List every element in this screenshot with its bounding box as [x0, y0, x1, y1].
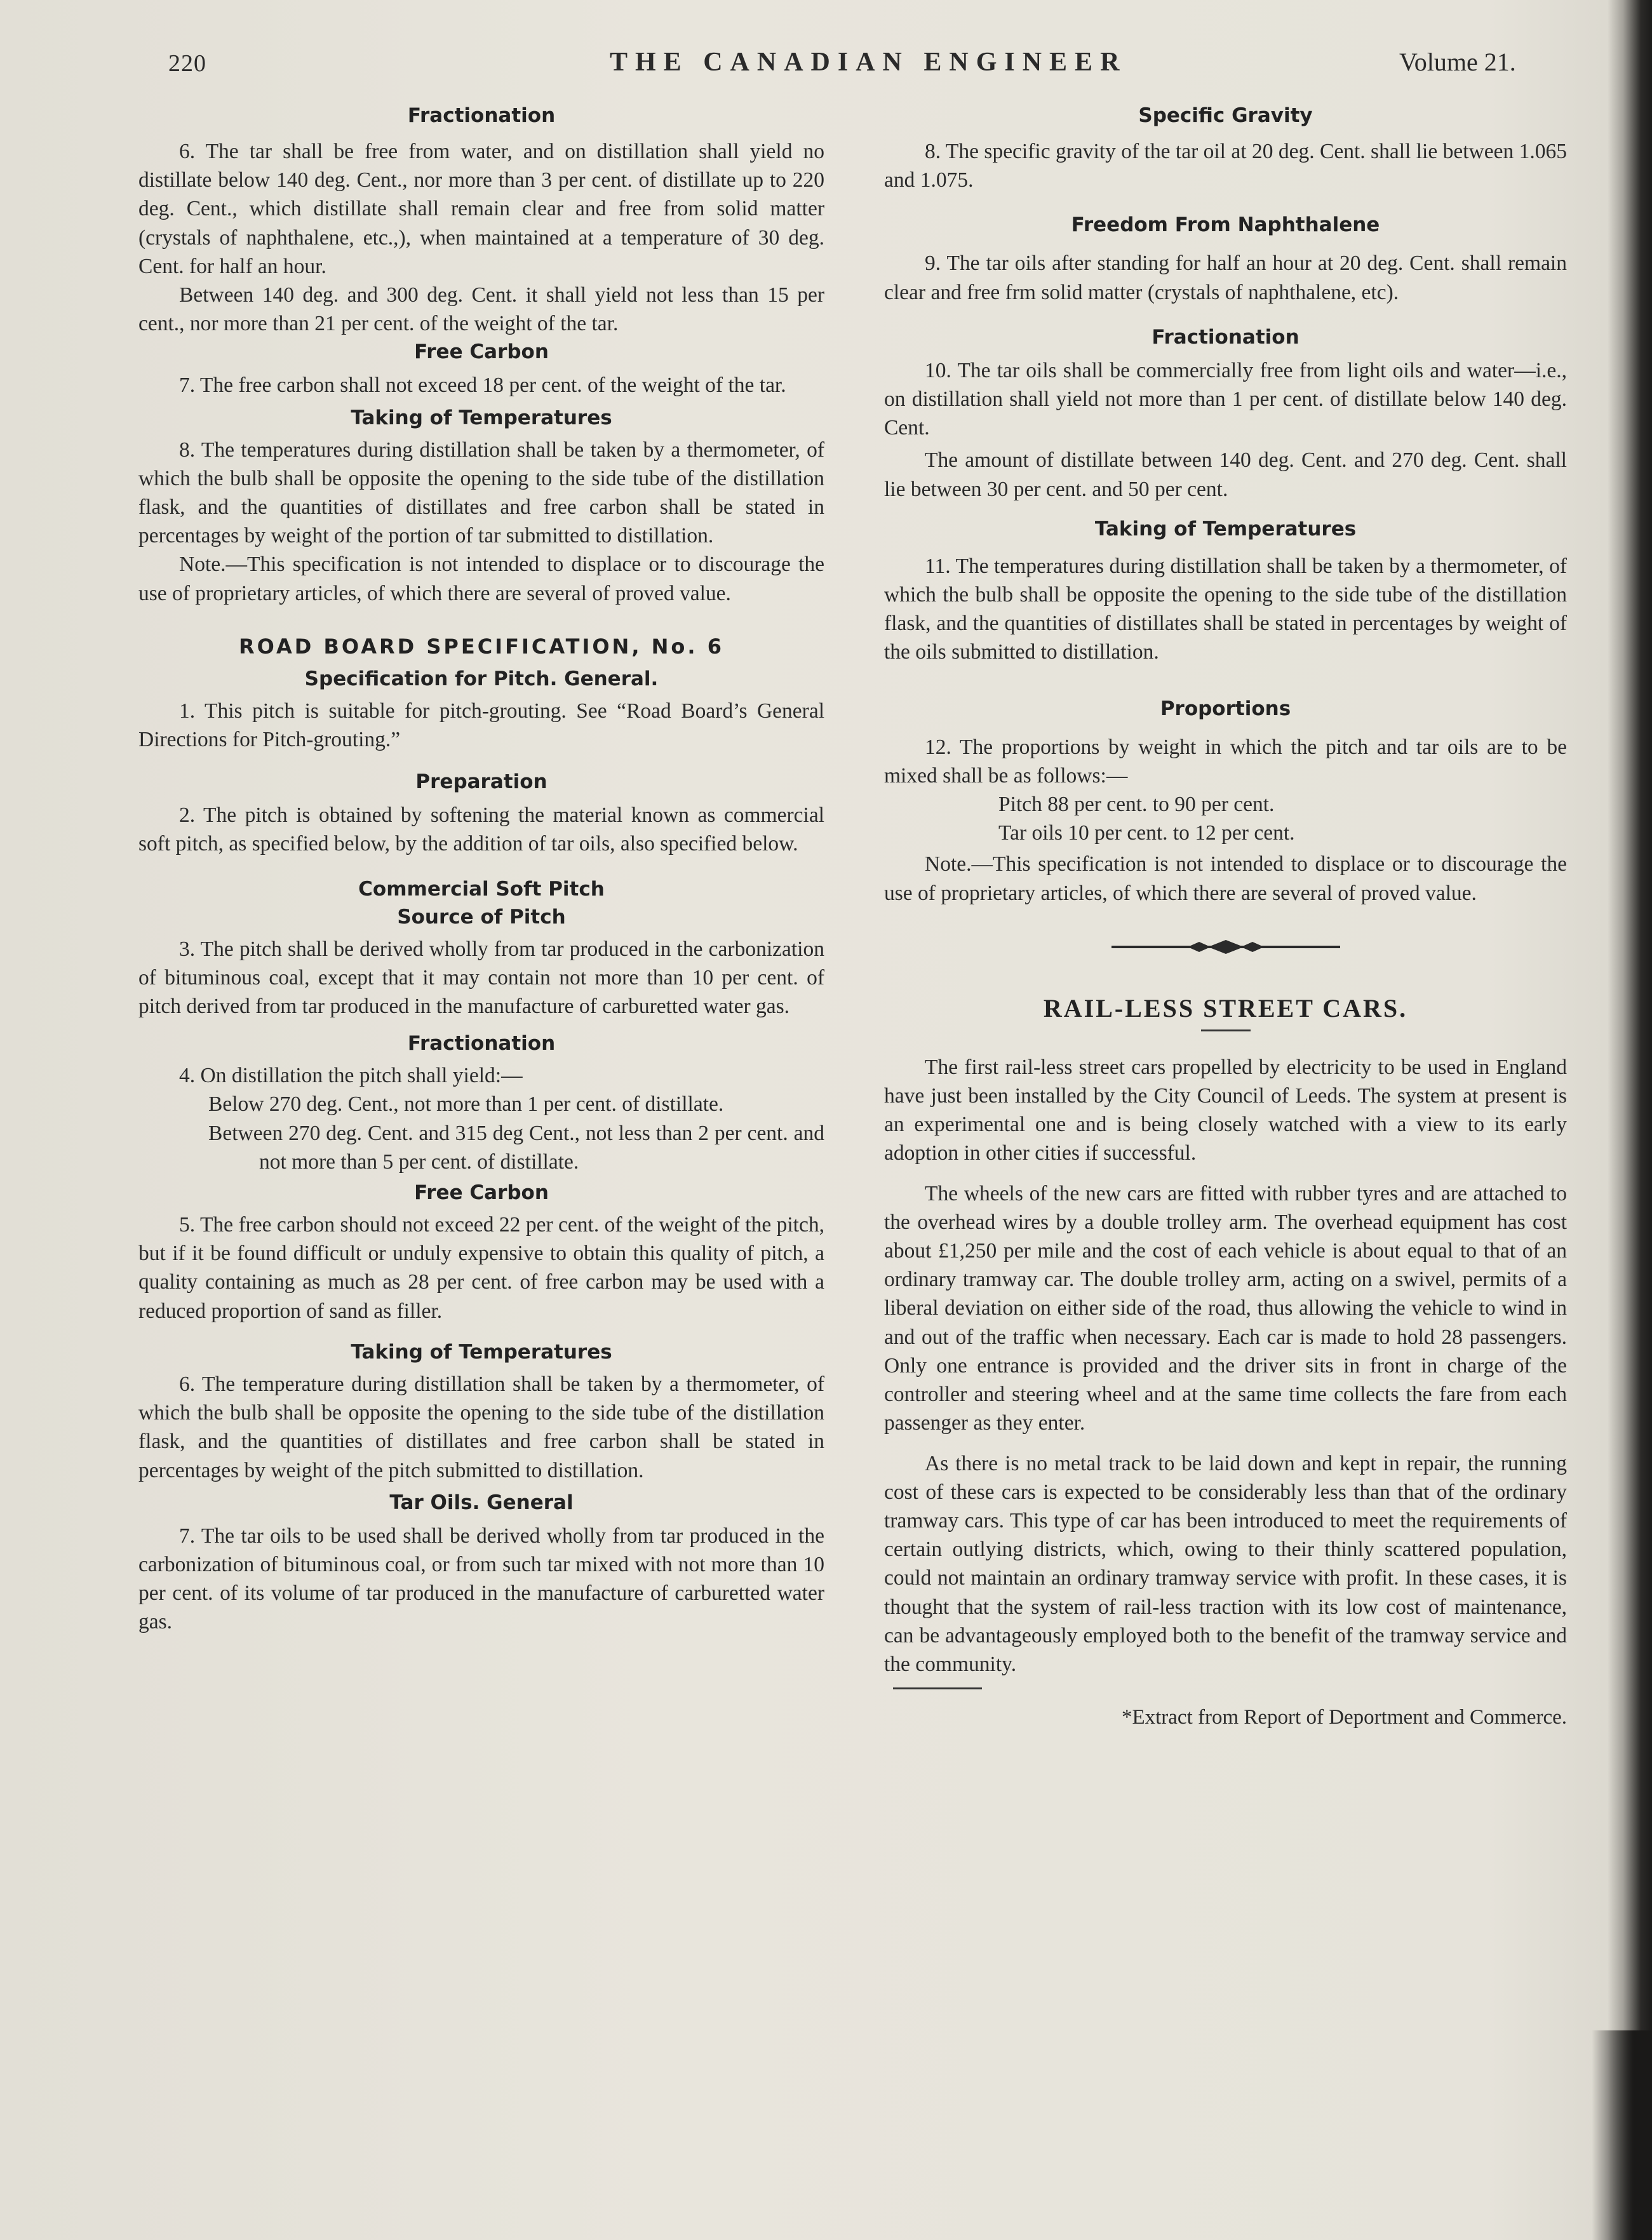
paragraph: 3. The pitch shall be derived wholly from tar produced in the carbonization of bituminous coal, except that it may contain not more than 10 per cent. of pitch derived from tar produced in the manufacture of carburetted water gas. [138, 937, 824, 1019]
specification-heading: ROAD BOARD SPECIFICATION, No. 6 [239, 634, 724, 659]
volume-label: Volume 21. [1399, 48, 1516, 76]
section-heading: Source of Pitch [397, 905, 566, 929]
paragraph: 4. On distillation the pitch shall yield:— [179, 1064, 523, 1088]
book-binding-shadow [1608, 0, 1652, 2240]
paragraph: 12. The proportions by weight in which the pitch and tar oils are to be mixed shall be as follows:— [884, 735, 1567, 788]
section-heading: Free Carbon [414, 340, 549, 364]
section-heading: Fractionation [1152, 325, 1299, 349]
paragraph: 11. The temperatures during distillation shall be taken by a thermometer, of which the bulb shall be opposite the opening to the side tube of the distillation flask, and the quantities of distillates shall be stated in percentages by weight of the oils submitted to distillation. [884, 554, 1567, 664]
paragraph: As there is no metal track to be laid down and kept in repair, the running cost of these cars is expected to be considerably less than that of the ordinary tramway cars. This type of car has been introduced to meet the requirements of certain outlying districts, which, owing to their thinly scattered population, could not maintain an ordinary tramway service with profit. In these cases, it is thought that the system of rail-less traction with its low cost of maintenance, can be advantageously employed both to the benefit of the tramway service and the community. [884, 1451, 1567, 1676]
list-item: Below 270 deg. Cent., not more than 1 per cent. of distillate. [208, 1092, 724, 1117]
paragraph: 1. This pitch is suitable for pitch-grouting. See “Road Board’s General Directions for Pitch-grouting.” [138, 699, 824, 752]
section-heading: Taking of Temperatures [351, 406, 612, 429]
section-heading: Freedom From Naphthalene [1071, 213, 1380, 237]
section-heading: Tar Oils. General [389, 1491, 574, 1514]
section-heading: Taking of Temperatures [351, 1340, 612, 1364]
paragraph: 6. The temperature during distillation shall be taken by a thermometer, of which the bulb shall be opposite the opening to the side tube of the distillation flask, and the quantities of distillates and free carbon shall be stated in percentages by weight of the pitch submitted to distillation. [138, 1372, 824, 1482]
section-heading: Free Carbon [414, 1181, 549, 1205]
section-heading: Specification for Pitch. General. [304, 667, 659, 690]
paragraph: 9. The tar oils after standing for half an hour at 20 deg. Cent. shall remain clear and free frm solid matter (crystals of naphthalene, etc). [884, 251, 1567, 304]
section-heading: Proportions [1160, 697, 1291, 720]
section-heading: Commercial Soft Pitch [358, 877, 605, 901]
list-item: Between 270 deg. Cent. and 315 deg Cent., not less than 2 per cent. and not more than 5 per cent. of distillate. [208, 1121, 824, 1174]
section-heading: Fractionation [407, 104, 556, 127]
ornament-divider [1111, 939, 1340, 955]
paragraph: Between 140 deg. and 300 deg. Cent. it shall yield not less than 15 per cent., nor more than 21 per cent. of the weight of the tar. [138, 283, 824, 336]
paragraph: 6. The tar shall be free from water, and on distillation shall yield no distillate below 140 deg. Cent., nor more than 3 per cent. of distillate up to 220 deg. Cent., which distillate shall remain clear and free from solid matter (crystals of naphthalene, etc.,), when maintained at a temperature of 30 deg. Cent. for half an hour. [138, 140, 824, 278]
paragraph: 7. The free carbon shall not exceed 18 per cent. of the weight of the tar. [179, 373, 786, 398]
paragraph: 8. The temperatures during distillation shall be taken by a thermometer, of which the bulb shall be opposite the opening to the side tube of the distillation flask, and the quantities of distillates and free carbon shall be stated in percentages by weight of the portion of tar submitted to distillation. [138, 438, 824, 548]
journal-title: THE CANADIAN ENGINEER [610, 48, 1127, 77]
section-heading: Fractionation [407, 1032, 556, 1056]
paragraph: The wheels of the new cars are fitted with rubber tyres and are attached to the overhead wires by a double trolley arm. The overhead equipment has cost about £1,250 per mile and the cost of each vehicle is about equal to that of an ordinary tramway car. The double trolley arm, acting on a swivel, permits of a liberal deviation on either side of the road, thus allowing the vehicle to wind in and out of the traffic when necessary. Each car is made to hold 28 passengers. Only one entrance is provided and the driver sits in front in charge of the controller and steering wheel and at the same time collects the fare from each passenger as they enter. [884, 1181, 1567, 1435]
paragraph: 8. The specific gravity of the tar oil at 20 deg. Cent. shall lie between 1.065 and 1.075. [884, 140, 1567, 192]
paragraph: 10. The tar oils shall be commercially free from light oils and water—i.e., on distillation shall yield not more than 1 per cent. of distillate below 140 deg. Cent. [884, 358, 1567, 440]
paragraph: The first rail-less street cars propelled by electricity to be used in England have just been installed by the City Council of Leeds. The system at present is an experimental one and is being closely watched with a view to its early adoption in other cities if successful. [884, 1055, 1567, 1165]
paragraph: The amount of distillate between 140 deg. Cent. and 270 deg. Cent. shall lie between 30 per cent. and 50 per cent. [884, 448, 1567, 501]
section-heading: Preparation [415, 770, 547, 794]
footnote-rule [893, 1687, 982, 1689]
paragraph: 5. The free carbon should not exceed 22 per cent. of the weight of the pitch, but if it be found difficult or unduly expensive to obtain this quality of pitch, a quality containing as much as 28 per cent. of free carbon may be used with a reduced proportion of sand as filler. [138, 1213, 824, 1323]
paragraph: 7. The tar oils to be used shall be derived wholly from tar produced in the carbonization of bituminous coal, or from such tar mixed with not more than 10 per cent. of its volume of tar produced in the manufacture of carburetted water gas. [138, 1524, 824, 1634]
note-paragraph: Note.—This specification is not intended to displace or to discourage the use of proprietary articles, of which there are several of proved value. [138, 553, 824, 605]
title-rule [1201, 1029, 1251, 1031]
list-item: Pitch 88 per cent. to 90 per cent. [998, 793, 1275, 817]
list-item: Tar oils 10 per cent. to 12 per cent. [998, 821, 1295, 845]
left-column [138, 102, 824, 1637]
article-title: RAIL-LESS STREET CARS. [1043, 993, 1408, 1023]
page-number: 220 [168, 50, 206, 77]
note-paragraph: Note.—This specification is not intended to displace or to discourage the use of proprietary articles, of which there are several of proved value. [884, 852, 1567, 905]
section-heading: Specific Gravity [1138, 104, 1313, 127]
section-heading: Taking of Temperatures [1094, 517, 1357, 540]
paragraph: 2. The pitch is obtained by softening the material known as commercial soft pitch, as specified below, by the addition of tar oils, also specified below. [138, 803, 824, 856]
book-corner-shadow [1592, 2030, 1652, 2240]
right-column [884, 102, 1567, 1732]
footnote: *Extract from Report of Deportment and Commerce. [1121, 1706, 1567, 1729]
